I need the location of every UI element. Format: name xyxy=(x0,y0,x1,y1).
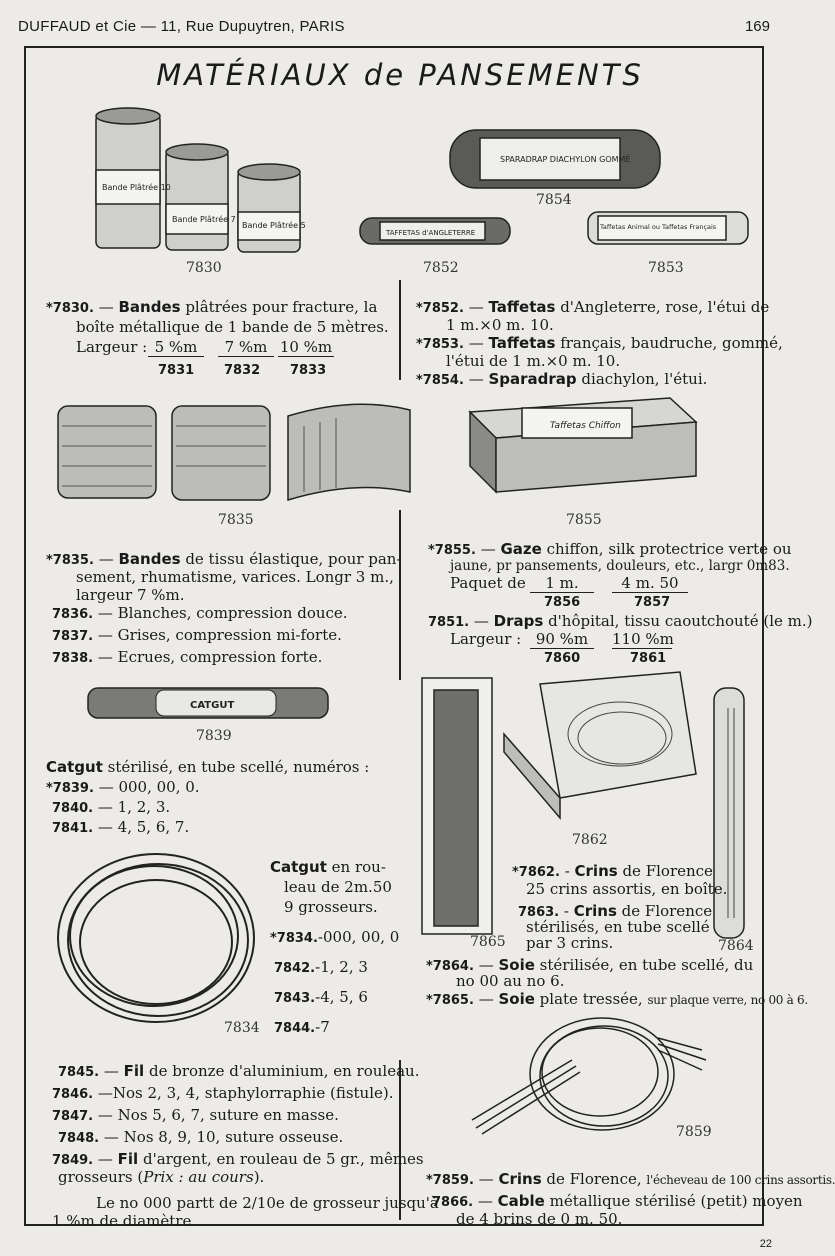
product-code: 7861 xyxy=(630,651,667,666)
item-7852: *7852. — Taffetas d'Angleterre, rose, l'étui de xyxy=(416,298,770,316)
item-7865: *7865. — Soie plate tressée, sur plaque verre, no 00 à 6. xyxy=(426,990,808,1008)
item-7845: 7845. — Fil de bronze d'aluminium, en rouleau. xyxy=(58,1062,420,1080)
item-7866: 7866. — Cable métallique stérilisé (petit) moyen xyxy=(432,1192,803,1210)
box-label: Taffetas Chiffon xyxy=(550,421,621,431)
item-7863-desc: stérilisés, en tube scellé xyxy=(526,918,710,936)
item-7835-desc: sement, rhumatisme, varices. Longr 3 m., xyxy=(76,568,394,586)
elastic-bandages-illustration xyxy=(54,396,414,506)
tube-label: TAFFETAS d'ANGLETERRE xyxy=(386,229,476,237)
item-7842: 7842.-1, 2, 3 xyxy=(274,958,368,976)
tin-label: Bande Plâtrée 7 xyxy=(172,215,236,224)
plaster-bandage-tins-illustration xyxy=(90,100,320,260)
size-value: 4 m. 50 xyxy=(612,574,688,593)
gauge-note: 1 %m de diamètre. xyxy=(52,1212,197,1230)
tube-label: CATGUT xyxy=(190,700,235,711)
figure-caption: 7855 xyxy=(566,512,602,528)
item-7849: 7849. — Fil d'argent, en rouleau de 5 gr., mêmes xyxy=(52,1150,424,1168)
item-7848: 7848. — Nos 8, 9, 10, suture osseuse. xyxy=(58,1128,344,1146)
item-7830-desc: boîte métallique de 1 bande de 5 mètres. xyxy=(76,318,389,336)
size-value: 1 m. xyxy=(530,574,594,593)
publisher-address: DUFFAUD et Cie — 11, Rue Dupuytren, PARIS xyxy=(18,18,345,35)
page-header xyxy=(18,14,770,38)
column-divider xyxy=(399,280,401,380)
catgut-roll-desc: 9 grosseurs. xyxy=(284,898,378,916)
tin-label: Bande Plâtrée 5 xyxy=(242,221,306,230)
item-7838: 7838. — Ecrues, compression forte. xyxy=(52,648,323,666)
size-value: 5 %m xyxy=(148,338,204,357)
figure-caption: 7835 xyxy=(218,512,254,528)
item-7849-desc: grosseurs (Prix : au cours). xyxy=(58,1168,265,1186)
item-7830-width-label: Largeur : xyxy=(76,338,148,356)
item-7853-desc: l'étui de 1 m.×0 m. 10. xyxy=(446,352,621,370)
item-7863: 7863. - Crins de Florence xyxy=(518,902,713,920)
figure-caption: 7834 xyxy=(224,1020,260,1036)
figure-caption: 7859 xyxy=(676,1124,712,1140)
item-7864-desc: no 00 au no 6. xyxy=(456,972,565,990)
item-7840: 7840. — 1, 2, 3. xyxy=(52,798,171,816)
taffetas-tubes-illustration xyxy=(350,120,760,260)
item-7866-desc: de 4 brins de 0 m. 50. xyxy=(456,1210,623,1228)
catgut-tube-illustration xyxy=(86,684,332,724)
product-code: 7832 xyxy=(224,363,261,378)
item-7851-width-label: Largeur : xyxy=(450,630,522,648)
item-7852-desc: 1 m.×0 m. 10. xyxy=(446,316,554,334)
figure-caption: 7830 xyxy=(186,260,222,276)
footer-number: 22 xyxy=(759,1238,772,1250)
item-7862: *7862. - Crins de Florence xyxy=(512,862,713,880)
item-7830: *7830. — Bandes plâtrées pour fracture, la xyxy=(46,298,378,316)
figure-caption: 7865 xyxy=(470,934,506,950)
item-7864: *7864. — Soie stérilisée, en tube scellé, du xyxy=(426,956,754,974)
catgut-coil-illustration xyxy=(52,846,262,1036)
gauge-note: Le no 000 partt de 2/10e de grosseur jusqu'à xyxy=(96,1194,439,1212)
item-7855-desc: jaune, pr pansements, douleurs, etc., largr 0m83. xyxy=(450,558,790,574)
item-7854: *7854. — Sparadrap diachylon, l'étui. xyxy=(416,370,708,388)
tin-label: Bande Plâtrée 10 xyxy=(102,183,171,192)
catgut-roll-desc: leau de 2m.50 xyxy=(284,878,392,896)
figure-caption: 7862 xyxy=(572,832,608,848)
figure-caption: 7854 xyxy=(536,192,572,208)
page-number: 169 xyxy=(744,18,770,35)
figure-caption: 7852 xyxy=(423,260,459,276)
figure-caption: 7864 xyxy=(718,938,754,954)
figure-caption: 7853 xyxy=(648,260,684,276)
column-divider xyxy=(399,510,401,680)
item-7844: 7844.-7 xyxy=(274,1018,330,1036)
size-value: 90 %m xyxy=(530,630,594,649)
size-value: 110 %m xyxy=(612,630,674,648)
item-7863-desc: par 3 crins. xyxy=(526,934,614,952)
item-7843: 7843.-4, 5, 6 xyxy=(274,988,368,1006)
item-7839: *7839. — 000, 00, 0. xyxy=(46,778,200,796)
product-code: 7860 xyxy=(544,651,581,666)
item-7835: *7835. — Bandes de tissu élastique, pour pan- xyxy=(46,550,402,568)
item-7841: 7841. — 4, 5, 6, 7. xyxy=(52,818,190,836)
product-code: 7833 xyxy=(290,363,327,378)
item-7859: *7859. — Crins de Florence, l'écheveau de 100 crins assortis. xyxy=(426,1170,835,1188)
item-7855: *7855. — Gaze chiffon, silk protectrice verte ou xyxy=(428,540,792,558)
item-7846: 7846. —Nos 2, 3, 4, staphylorraphie (fistule). xyxy=(52,1084,394,1102)
item-7855-pack-label: Paquet de xyxy=(450,574,526,592)
tube-label: SPARADRAP DIACHYLON GOMMÉ xyxy=(500,155,631,164)
item-7851: 7851. — Draps d'hôpital, tissu caoutchouté (le m.) xyxy=(428,612,813,630)
size-value: 7 %m xyxy=(218,338,274,357)
gauze-box-illustration xyxy=(460,392,700,504)
product-code: 7831 xyxy=(158,363,195,378)
product-code: 7856 xyxy=(544,595,581,610)
item-7837: 7837. — Grises, compression mi-forte. xyxy=(52,626,342,644)
tube-label: Taffetas Animal ou Taffetas Français xyxy=(600,223,717,231)
size-value: 10 %m xyxy=(279,338,333,356)
page-title: MATÉRIAUX de PANSEMENTS xyxy=(156,58,644,92)
item-7834: *7834.-000, 00, 0 xyxy=(270,928,400,946)
figure-caption: 7839 xyxy=(196,728,232,744)
item-7836: 7836. — Blanches, compression douce. xyxy=(52,604,348,622)
catgut-roll-desc: Catgut en rou- xyxy=(270,858,386,876)
product-code: 7857 xyxy=(634,595,671,610)
item-7835-desc: largeur 7 %m. xyxy=(76,586,185,604)
item-7853: *7853. — Taffetas français, baudruche, gommé, xyxy=(416,334,783,352)
item-7862-desc: 25 crins assortis, en boîte. xyxy=(526,880,728,898)
catgut-heading: Catgut stérilisé, en tube scellé, numéros : xyxy=(46,758,370,776)
item-7847: 7847. — Nos 5, 6, 7, suture en masse. xyxy=(52,1106,339,1124)
